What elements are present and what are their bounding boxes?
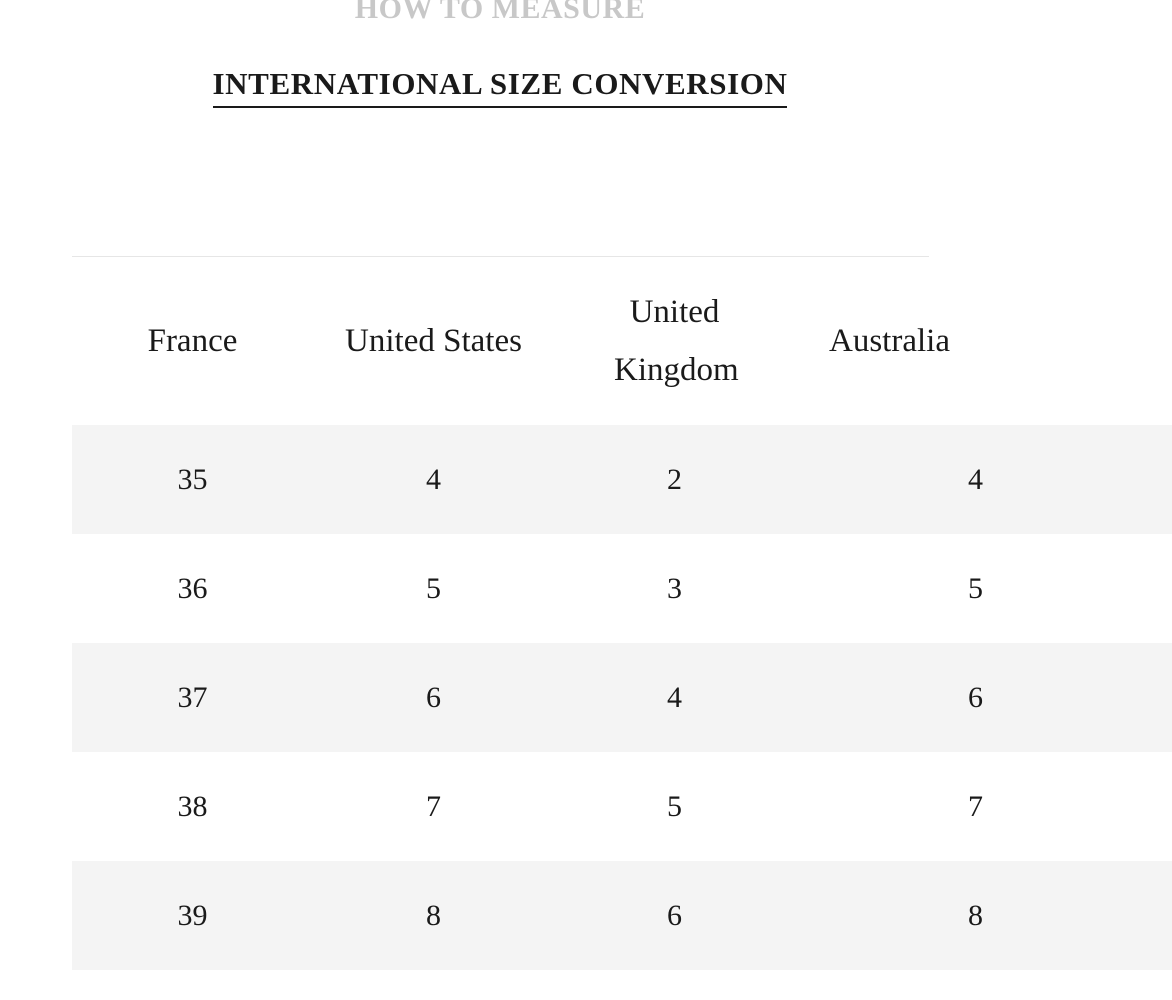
cell-united-states: 7	[313, 752, 554, 861]
cell-france: 35	[72, 425, 313, 534]
size-conversion-table	[72, 257, 1172, 970]
cell-australia: 8	[795, 861, 1172, 970]
header-australia: Australia	[829, 323, 950, 359]
cell-france: 36	[72, 534, 313, 643]
cell-united-kingdom: 3	[554, 534, 795, 643]
cell-united-kingdom: 5	[554, 752, 795, 861]
table-row	[72, 643, 1172, 752]
cell-united-states: 4	[313, 425, 554, 534]
header-united-states: United States	[345, 323, 522, 359]
cell-united-states: 8	[313, 861, 554, 970]
table-row	[72, 861, 1172, 970]
cell-france: 38	[72, 752, 313, 861]
size-conversion-table-scroller[interactable]	[72, 256, 983, 973]
cell-australia: 7	[795, 752, 1172, 861]
cell-united-kingdom: 2	[554, 425, 795, 534]
cell-united-kingdom: 6	[554, 861, 795, 970]
tab-international-size-conversion[interactable]: INTERNATIONAL SIZE CONVERSION	[213, 66, 788, 108]
table-header-row	[72, 257, 1172, 425]
tab-size-conversion-wrap	[0, 66, 1000, 108]
cell-united-states: 5	[313, 534, 554, 643]
header-united-kingdom: United Kingdom	[614, 294, 739, 388]
cell-australia: 6	[795, 643, 1172, 752]
cell-australia: 5	[795, 534, 1172, 643]
table-row	[72, 534, 1172, 643]
cell-france: 37	[72, 643, 313, 752]
table-row	[72, 425, 1172, 534]
table-row	[72, 752, 1172, 861]
cell-united-states: 6	[313, 643, 554, 752]
header-france: France	[147, 323, 238, 359]
cell-france: 39	[72, 861, 313, 970]
cell-australia: 4	[795, 425, 1172, 534]
cell-united-kingdom: 4	[554, 643, 795, 752]
tab-how-to-measure[interactable]: HOW TO MEASURE	[354, 0, 646, 25]
